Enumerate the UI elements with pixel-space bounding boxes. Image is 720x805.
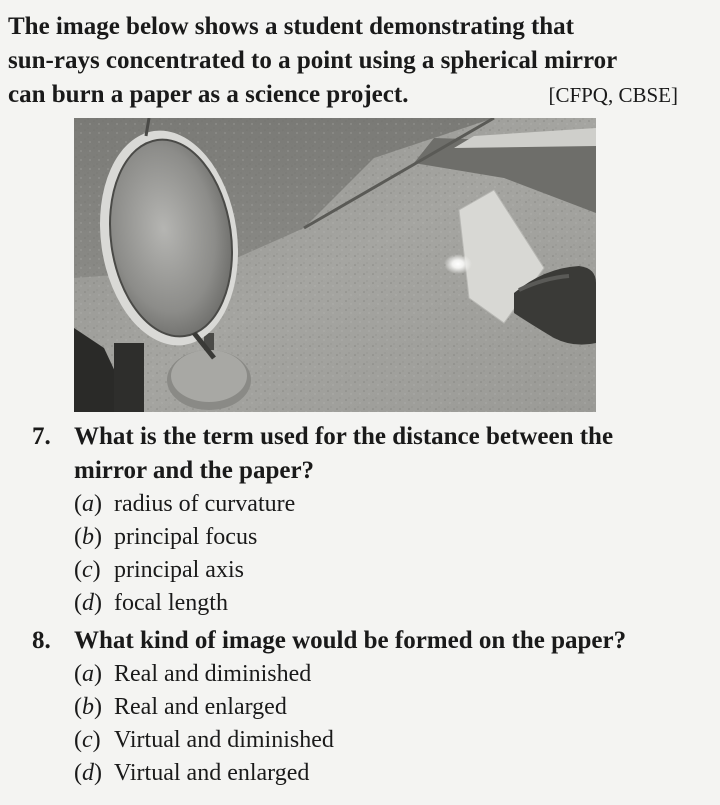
question-intro xyxy=(8,10,708,112)
question-8-options xyxy=(32,658,712,790)
option-8b: (b) Real and enlarged xyxy=(74,694,287,720)
intro-line-1: The image below shows a student demonstrating that xyxy=(8,13,575,40)
next-question-fragment xyxy=(32,798,712,805)
option-8a: (a) Real and diminished xyxy=(74,661,312,687)
previous-text-fragment xyxy=(8,0,128,7)
question-8-stem xyxy=(32,624,712,658)
question-8-line-1: What kind of image would be formed on the paper? xyxy=(74,627,627,654)
question-7-line-1: What is the term used for the distance between the xyxy=(74,423,614,450)
source-tag: [CFPQ, CBSE] xyxy=(548,83,678,107)
option-7b: (b) principal focus xyxy=(74,524,258,550)
option-8c: (c) Virtual and diminished xyxy=(74,727,334,753)
question-7-line-2: mirror and the paper? xyxy=(74,457,315,484)
intro-line-3: can burn a paper as a science project. xyxy=(8,81,409,108)
question-7 xyxy=(32,420,712,620)
option-7c: (c) principal axis xyxy=(74,557,244,583)
experiment-photo xyxy=(74,118,596,412)
question-7-stem xyxy=(32,420,712,488)
question-7-number: 7. xyxy=(32,423,51,450)
question-7-options xyxy=(32,488,712,620)
question-8 xyxy=(32,624,712,790)
option-7a: (a) radius of curvature xyxy=(74,491,296,517)
question-8-number: 8. xyxy=(32,627,51,654)
option-8d: (d) Virtual and enlarged xyxy=(74,760,310,786)
option-7d: (d) focal length xyxy=(74,590,228,616)
intro-line-2: sun-rays concentrated to a point using a spherical mirror xyxy=(8,47,618,74)
